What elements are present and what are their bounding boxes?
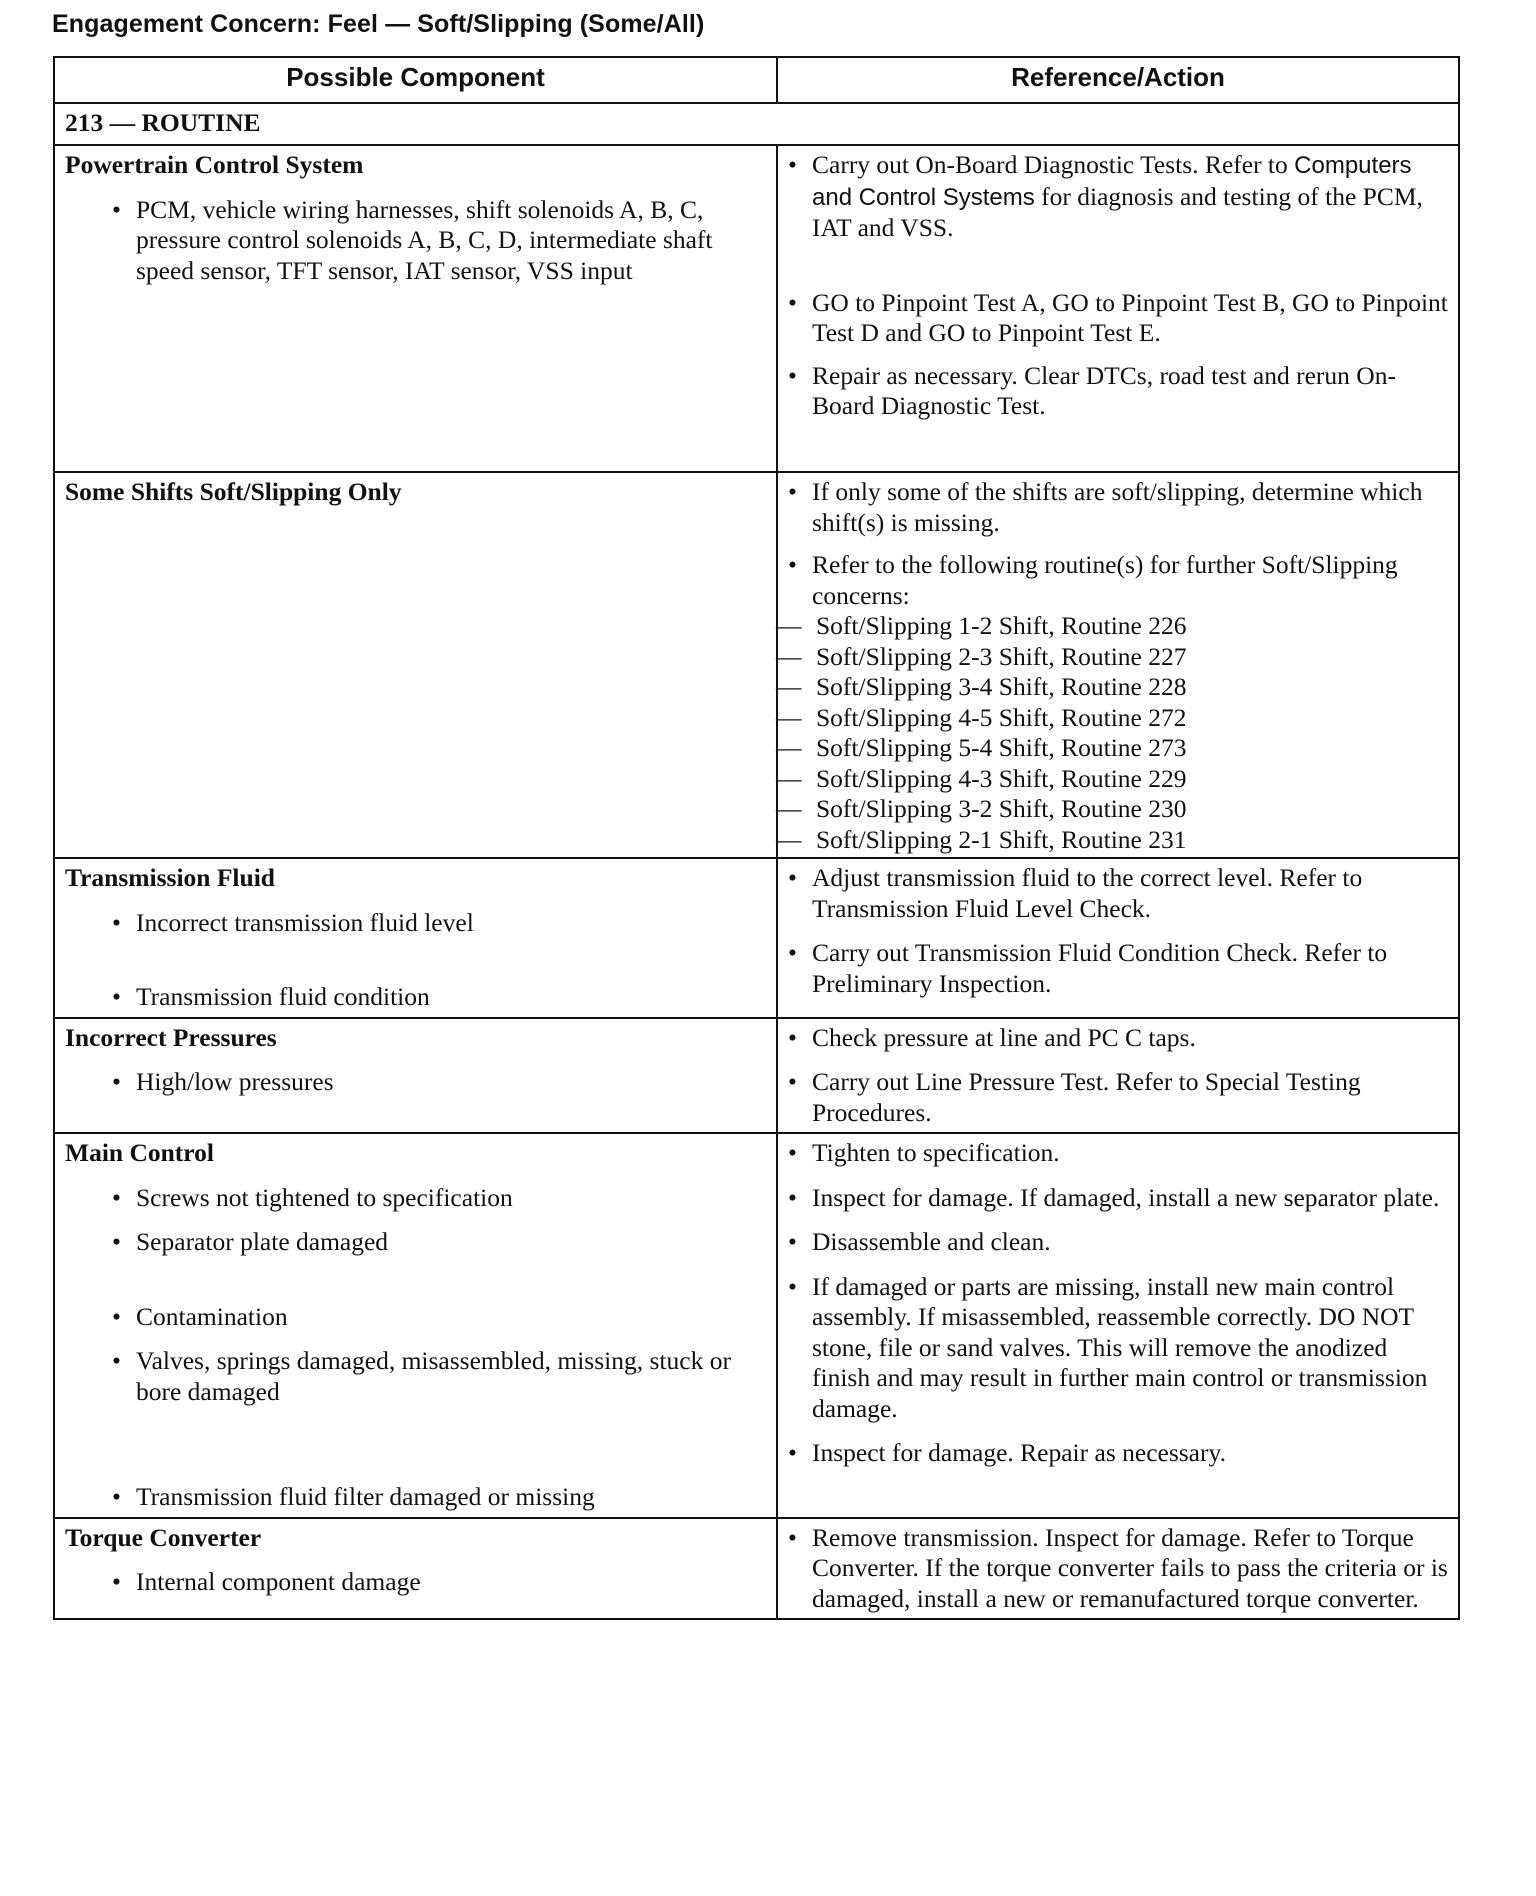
action-item: • Carry out Line Pressure Test. Refer to Special Testing Procedures. xyxy=(788,1067,1361,1127)
action-item: • Carry out Transmission Fluid Condition Check. Refer to Preliminary Inspection. xyxy=(788,938,1388,998)
bullet-icon: • xyxy=(788,1182,797,1212)
category-title: Powertrain Control System xyxy=(65,150,364,179)
bullet-icon: • xyxy=(112,1346,121,1375)
bullet-icon: • xyxy=(112,1182,121,1212)
category-title: Main Control xyxy=(65,1138,214,1167)
sub-routine-item: — Soft/Slipping 3-2 Shift, Routine 230 xyxy=(776,794,1187,823)
component-item: • Contamination xyxy=(112,1301,288,1331)
column-header-action: Reference/Action xyxy=(777,57,1459,103)
section-row-incorrect-pressures xyxy=(54,1018,1459,1134)
component-item: • Transmission fluid condition xyxy=(112,982,430,1011)
sub-routine-item: — Soft/Slipping 5-4 Shift, Routine 273 xyxy=(776,733,1187,762)
action-cell xyxy=(777,1518,1459,1620)
reference-link: Computers and Control Systems xyxy=(812,152,1412,211)
bullet-icon: • xyxy=(788,150,797,179)
dash-icon: — xyxy=(776,763,802,793)
action-item: • If only some of the shifts are soft/slipping, determine which shift(s) is missing. xyxy=(788,477,1423,537)
bullet-icon: • xyxy=(112,1482,121,1511)
dash-icon: — xyxy=(776,794,802,823)
bullet-icon: • xyxy=(112,982,121,1011)
section-row-transmission-fluid xyxy=(54,858,1459,1018)
action-item: • Tighten to specification. xyxy=(788,1138,1060,1167)
bullet-icon: • xyxy=(788,1138,797,1167)
header-row xyxy=(54,57,1459,103)
dash-icon: — xyxy=(776,824,802,854)
bullet-icon: • xyxy=(788,1227,797,1256)
action-cell xyxy=(777,1133,1459,1518)
bullet-icon: • xyxy=(788,550,797,579)
section-row-main-control xyxy=(54,1133,1459,1518)
category-title: Some Shifts Soft/Slipping Only xyxy=(65,477,402,506)
action-cell xyxy=(777,858,1459,1018)
section-row-powertrain xyxy=(54,145,1459,472)
component-item: • Incorrect transmission fluid level xyxy=(112,907,474,937)
action-item: • Remove transmission. Inspect for damage. Refer to Torque Converter. If the torque converter fails to pass the criteria or is damaged, install a new or remanufactured torque converter. xyxy=(788,1522,1448,1613)
routine-label: 213 — ROUTINE xyxy=(54,103,1459,145)
dash-icon: — xyxy=(776,702,802,732)
component-cell xyxy=(54,145,777,472)
component-cell xyxy=(54,1133,777,1518)
action-cell xyxy=(777,145,1459,472)
action-item: • Repair as necessary. Clear DTCs, road test and rerun On-Board Diagnostic Test. xyxy=(788,360,1396,420)
dash-icon: — xyxy=(776,672,802,701)
component-cell xyxy=(54,1518,777,1620)
action-cell xyxy=(777,472,1459,858)
dash-icon: — xyxy=(776,641,802,671)
bullet-icon: • xyxy=(112,1227,121,1256)
bullet-icon: • xyxy=(788,863,797,892)
category-title: Torque Converter xyxy=(65,1522,262,1552)
bullet-icon: • xyxy=(788,1438,797,1467)
bullet-icon: • xyxy=(788,1522,797,1552)
component-item: • Transmission fluid filter damaged or missing xyxy=(112,1482,595,1511)
bullet-icon: • xyxy=(112,1567,121,1596)
sub-routine-item: — Soft/Slipping 4-3 Shift, Routine 229 xyxy=(776,763,1187,793)
action-item: • Carry out On-Board Diagnostic Tests. Refer to Computers and Control Systems for diagnosis and testing of the PCM, IAT and VSS. xyxy=(788,150,1423,242)
sub-routine-item: — Soft/Slipping 2-3 Shift, Routine 227 xyxy=(776,641,1187,671)
action-item: • Inspect for damage. Repair as necessary. xyxy=(788,1438,1226,1467)
action-item: • Disassemble and clean. xyxy=(788,1227,1051,1256)
dash-icon: — xyxy=(776,611,802,640)
bullet-icon: • xyxy=(112,907,121,937)
action-item: • Check pressure at line and PC C taps. xyxy=(788,1022,1196,1052)
bullet-icon: • xyxy=(112,1301,121,1331)
bullet-icon: • xyxy=(112,194,121,224)
component-item: • High/low pressures xyxy=(112,1067,334,1096)
action-item: • Adjust transmission fluid to the correct level. Refer to Transmission Fluid Level Check. xyxy=(788,863,1363,923)
component-item: • Separator plate damaged xyxy=(112,1227,389,1256)
component-cell xyxy=(54,858,777,1018)
action-cell xyxy=(777,1018,1459,1134)
diagnostic-table xyxy=(53,56,1460,1620)
component-cell xyxy=(54,1018,777,1134)
sub-routine-item: — Soft/Slipping 3-4 Shift, Routine 228 xyxy=(776,672,1187,701)
category-title: Transmission Fluid xyxy=(65,863,275,892)
action-item: • GO to Pinpoint Test A, GO to Pinpoint Test B, GO to Pinpoint Test D and GO to Pinpoint Test E. xyxy=(788,287,1448,347)
component-item: • Screws not tightened to specification xyxy=(112,1182,513,1212)
bullet-icon: • xyxy=(788,1067,797,1096)
action-item: • If damaged or parts are missing, install new main control assembly. If misassembled, reassemble correctly. DO NOT stone, file or sand valves. This will remove the anodized finish and may result in further main control or transmission damage. xyxy=(788,1271,1428,1423)
dash-icon: — xyxy=(776,733,802,762)
bullet-icon: • xyxy=(788,1271,797,1301)
bullet-icon: • xyxy=(788,938,797,967)
bullet-icon: • xyxy=(788,477,797,506)
routine-row xyxy=(54,103,1459,145)
component-item: • PCM, vehicle wiring harnesses, shift solenoids A, B, C, pressure control solenoids A, B, C, D, intermediate shaft speed sensor, TFT sensor, IAT sensor, VSS input xyxy=(112,194,713,285)
action-item: • Inspect for damage. If damaged, install a new separator plate. xyxy=(788,1182,1440,1212)
bullet-icon: • xyxy=(788,287,797,317)
sub-routine-item: — Soft/Slipping 1-2 Shift, Routine 226 xyxy=(776,611,1187,640)
sub-routine-item: — Soft/Slipping 4-5 Shift, Routine 272 xyxy=(776,702,1187,732)
column-header-component: Possible Component xyxy=(54,57,777,103)
section-row-some-shifts xyxy=(54,472,1459,858)
component-cell xyxy=(54,472,777,858)
bullet-icon: • xyxy=(788,360,797,390)
bullet-icon: • xyxy=(112,1067,121,1096)
component-item: • Valves, springs damaged, misassembled, missing, stuck or bore damaged xyxy=(112,1346,731,1406)
bullet-icon: • xyxy=(788,1022,797,1052)
sub-routine-item: — Soft/Slipping 2-1 Shift, Routine 231 xyxy=(776,824,1187,854)
category-title: Incorrect Pressures xyxy=(65,1022,277,1052)
section-row-torque-converter xyxy=(54,1518,1459,1620)
action-item: • Refer to the following routine(s) for further Soft/Slipping concerns: xyxy=(788,550,1398,610)
component-item: • Internal component damage xyxy=(112,1567,421,1596)
page-title: Engagement Concern: Feel — Soft/Slipping (Some/All) xyxy=(52,10,705,38)
